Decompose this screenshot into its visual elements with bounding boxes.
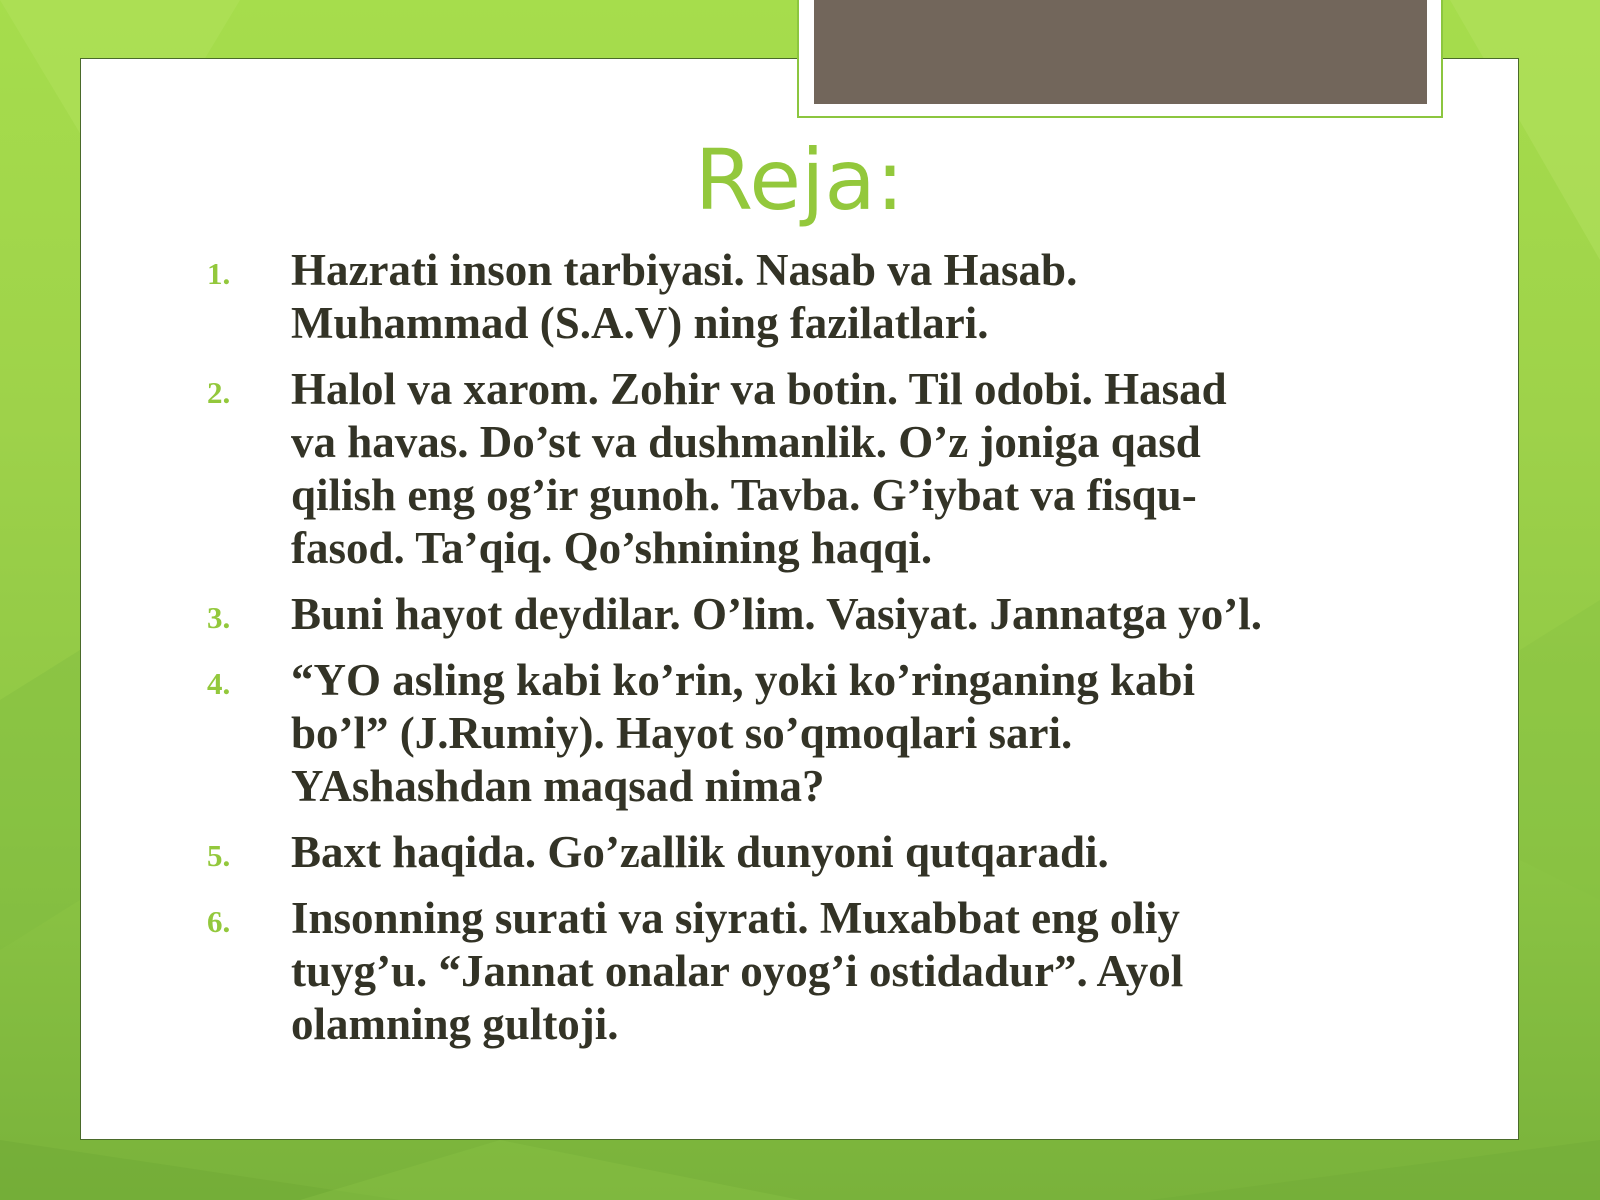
item-number: 5. bbox=[207, 838, 231, 873]
item-text: Insonning surati va siyrati. Muxabbat eng oliy tuyg’u. “Jannat onalar oyog’i ostidadur”. Ayol olamning gultoji. bbox=[291, 893, 1184, 1049]
outline-item bbox=[207, 363, 1367, 575]
item-number: 3. bbox=[207, 600, 231, 635]
item-text: “YO asling kabi ko’rin, yoki ko’ringaning kabi bo’l” (J.Rumiy). Hayot so’qmoqlari sari. YAshashdan maqsad nima? bbox=[291, 655, 1196, 811]
outline-item bbox=[207, 654, 1367, 813]
outline-item bbox=[207, 892, 1367, 1051]
item-number: 1. bbox=[207, 256, 231, 291]
item-number: 6. bbox=[207, 904, 231, 939]
facet-shape bbox=[0, 650, 80, 950]
item-text: Buni hayot deydilar. O’lim. Vasiyat. Jannatga yo’l. bbox=[291, 589, 1263, 639]
outline-item bbox=[207, 588, 1367, 641]
item-text: Hazrati inson tarbiyasi. Nasab va Hasab. Muhammad (S.A.V) ning fazilatlari. bbox=[291, 245, 1078, 348]
facet-shape bbox=[1520, 600, 1600, 900]
facet-shape bbox=[1150, 1140, 1600, 1200]
item-number: 2. bbox=[207, 375, 231, 410]
outline-item bbox=[207, 826, 1367, 879]
slide-title: Reja: bbox=[694, 131, 905, 229]
item-text: Baxt haqida. Go’zallik dunyoni qutqaradi. bbox=[291, 827, 1109, 877]
outline-item bbox=[207, 244, 1367, 350]
item-number: 4. bbox=[207, 666, 231, 701]
decorative-tab-block bbox=[814, 0, 1427, 104]
item-text: Halol va xarom. Zohir va botin. Til odobi. Hasad va havas. Do’st va dushmanlik. O’z joniga qasd qilish eng og’ir gunoh. Tavba. G’iybat va fisqu- fasod. Ta’qiq. Qo’shnining haqqi. bbox=[291, 364, 1227, 573]
outline-list bbox=[207, 244, 1367, 1064]
facet-shape bbox=[300, 1140, 800, 1200]
